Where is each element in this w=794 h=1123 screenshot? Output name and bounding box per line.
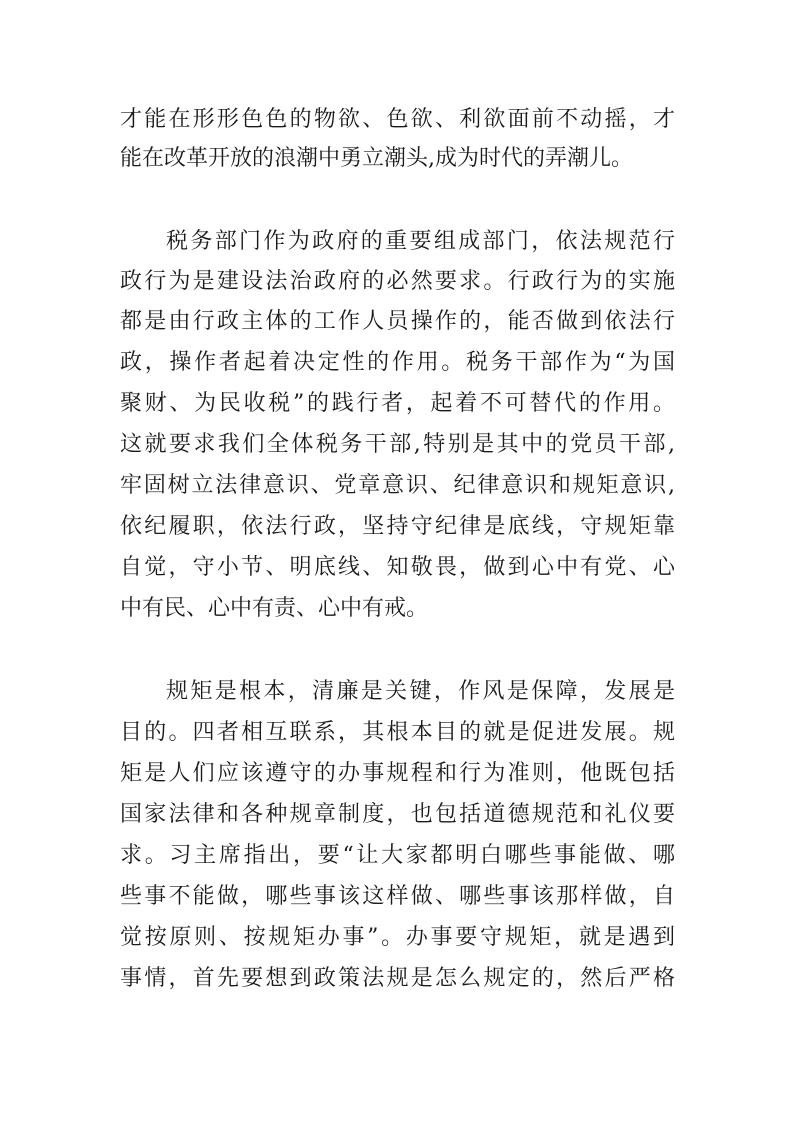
text-line: 能在改革开放的浪潮中勇立潮头,成为时代的弄潮儿。 [120, 146, 633, 171]
text-line: 矩是人们应该遵守的办事规程和行为准则，他既包括 [120, 761, 675, 786]
text-line: 规矩是根本，清廉是关键，作风是保障，发展是 [166, 679, 675, 704]
text-line: 自觉，守小节、明底线、知敬畏，做到心中有党、心 [120, 555, 675, 580]
text-line: 些事不能做，哪些事该这样做、哪些事该那样做，自 [120, 884, 675, 909]
text-line: 这就要求我们全体税务干部,特别是其中的党员干部, [120, 432, 675, 457]
text-line: 都是由行政主体的工作人员操作的，能否做到依法行 [120, 309, 675, 334]
text-line: 国家法律和各种规章制度，也包括道德规范和礼仪要 [120, 802, 675, 827]
text-line: 目的。四者相互联系，其根本目的就是促进发展。规 [120, 720, 675, 745]
text-line: 依纪履职，依法行政，坚持守纪律是底线，守规矩靠 [120, 514, 675, 539]
text-line: 中有民、心中有责、心中有戒。 [120, 596, 429, 621]
text-line: 牢固树立法律意识、党章意识、纪律意识和规矩意识, [120, 473, 675, 498]
text-line: 聚财、为民收税”的践行者，起着不可替代的作用。 [120, 391, 675, 416]
text-line: 事情，首先要想到政策法规是怎么规定的，然后严格 [120, 966, 675, 991]
text-line: 政，操作者起着决定性的作用。税务干部作为“为国 [120, 350, 675, 375]
text-line: 政行为是建设法治政府的必然要求。行政行为的实施 [120, 269, 675, 294]
text-line: 才能在形形色色的物欲、色欲、利欲面前不动摇，才 [120, 107, 675, 132]
text-line: 求。习主席指出，要“让大家都明白哪些事能做、哪 [120, 843, 675, 868]
text-line: 觉按原则、按规矩办事”。办事要守规矩，就是遇到 [120, 925, 675, 950]
text-line: 税务部门作为政府的重要组成部门，依法规范行 [166, 229, 675, 254]
